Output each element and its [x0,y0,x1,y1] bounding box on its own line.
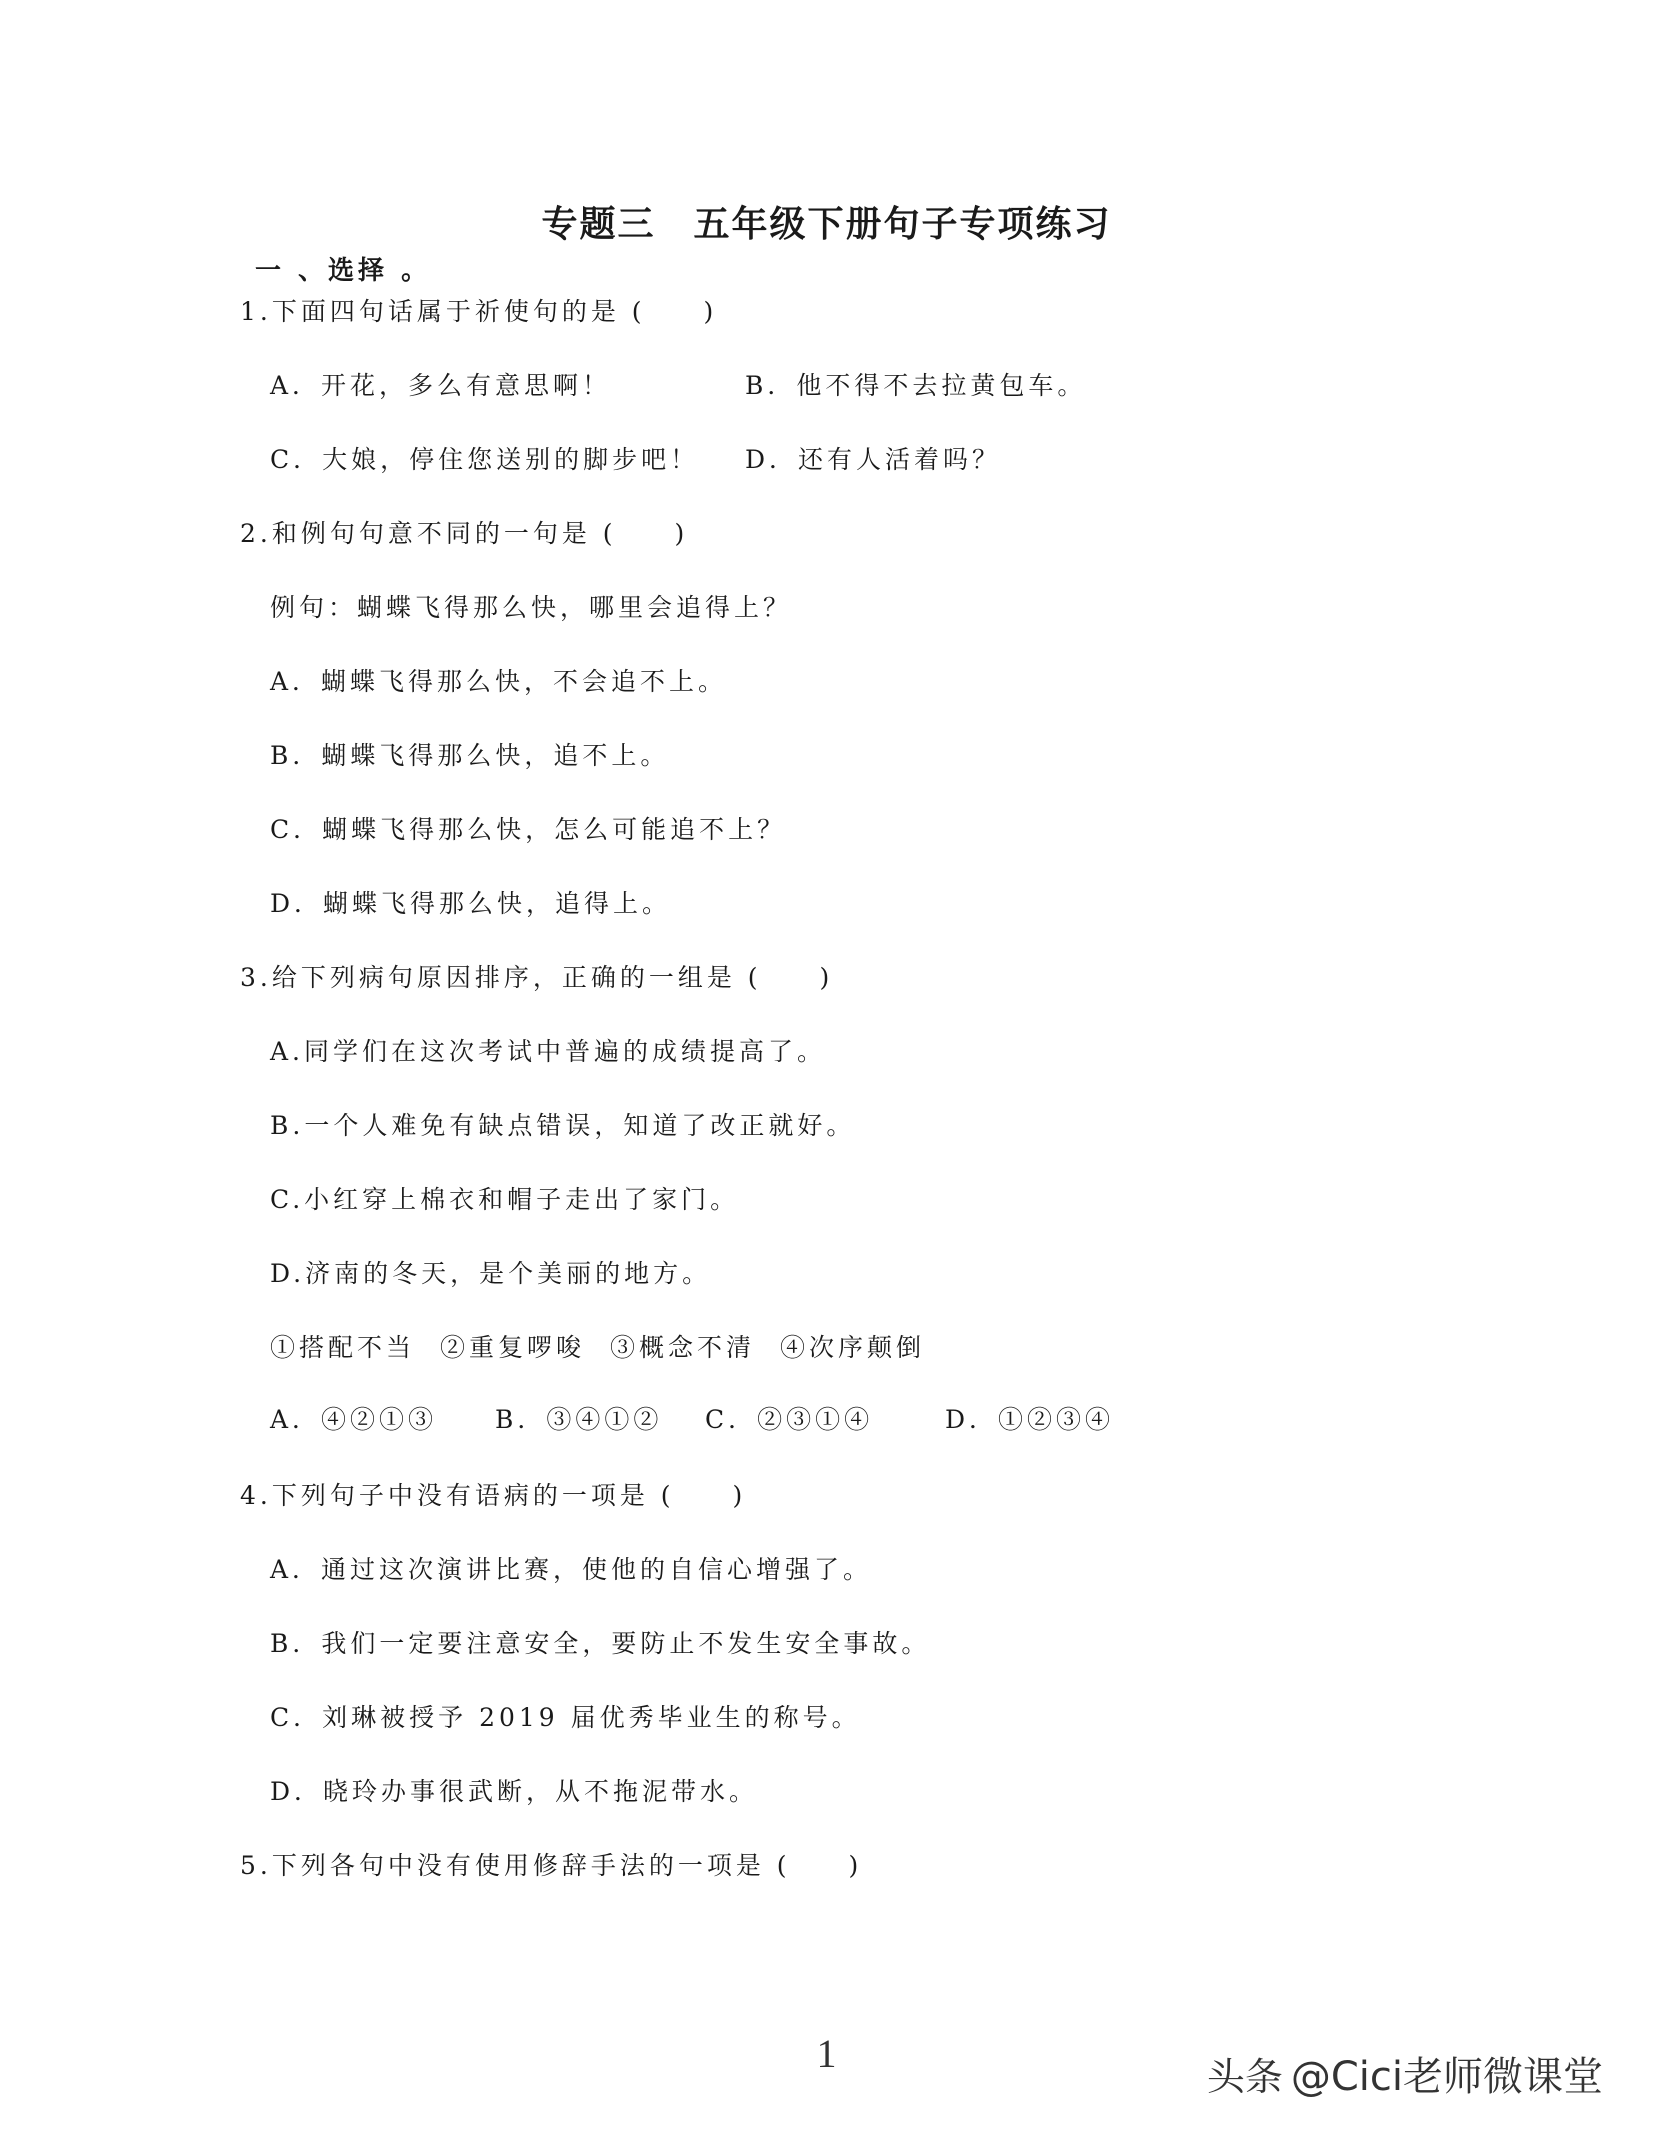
q2-option-b: B．蝴蝶飞得那么快，追不上。 [270,741,670,770]
question-1-stem: 1.下面四句话属于祈使句的是 ( ) [240,297,718,326]
q3-reason-4: ④次序颠倒 [780,1333,926,1362]
question-2-stem: 2.和例句句意不同的一句是 ( ) [240,519,689,548]
watermark-brand: 头条 [1206,2055,1283,2099]
q2-option-d: D．蝴蝶飞得那么快，追得上。 [270,889,672,918]
q2-example: 例句：蝴蝶飞得那么快，哪里会追得上？ [270,593,793,622]
q3-sentence-b: B.一个人难免有缺点错误，知道了改正就好。 [270,1111,856,1140]
watermark [1207,2045,1603,2102]
question-5-stem: 5.下列各句中没有使用修辞手法的一项是 ( ) [240,1851,863,1880]
q4-option-b: B．我们一定要注意安全，要防止不发生安全事故。 [270,1629,931,1658]
question-4-stem: 4.下列句子中没有语病的一项是 ( ) [240,1481,747,1510]
q1-option-b: B．他不得不去拉黄包车。 [745,371,1087,400]
q1-option-c: C．大娘，停住您送别的脚步吧！ [270,445,700,474]
q3-reason-1: ①搭配不当 [270,1333,416,1362]
q2-option-c: C．蝴蝶飞得那么快，怎么可能追不上？ [270,815,787,844]
q1-option-d: D．还有人活着吗？ [745,445,1002,474]
q3-reason-2: ②重复啰唆 [440,1333,586,1362]
q1-option-a: A．开花，多么有意思啊！ [270,371,612,400]
q3-option-a: A．④②①③ [270,1405,438,1434]
page-number: 1 [816,2031,837,2076]
q4-option-d: D．晓玲办事很武断，从不拖泥带水。 [270,1777,759,1806]
q4-option-c: C．刘琳被授予 2019 届优秀毕业生的称号。 [270,1703,861,1732]
question-3-stem: 3.给下列病句原因排序，正确的一组是 ( ) [240,963,834,992]
q3-option-b: B．③④①② [495,1405,663,1434]
watermark-handle: @Cici老师微课堂 [1290,2054,1603,2100]
q3-option-c: C．②③①④ [705,1405,874,1434]
q4-option-a: A．通过这次演讲比赛，使他的自信心增强了。 [270,1555,873,1584]
q3-sentence-d: D.济南的冬天，是个美丽的地方。 [270,1259,712,1288]
q2-option-a: A．蝴蝶飞得那么快，不会追不上。 [270,667,728,696]
q3-reason-3: ③概念不清 [610,1333,756,1362]
q3-sentence-c: C.小红穿上棉衣和帽子走出了家门。 [270,1185,740,1214]
q3-option-d: D．①②③④ [945,1405,1115,1434]
section-heading: 一 、选择 。 [255,256,432,286]
q3-sentence-a: A.同学们在这次考试中普遍的成绩提高了。 [270,1037,827,1066]
page-title: 专题三 五年级下册句子专项练习 [541,204,1112,245]
